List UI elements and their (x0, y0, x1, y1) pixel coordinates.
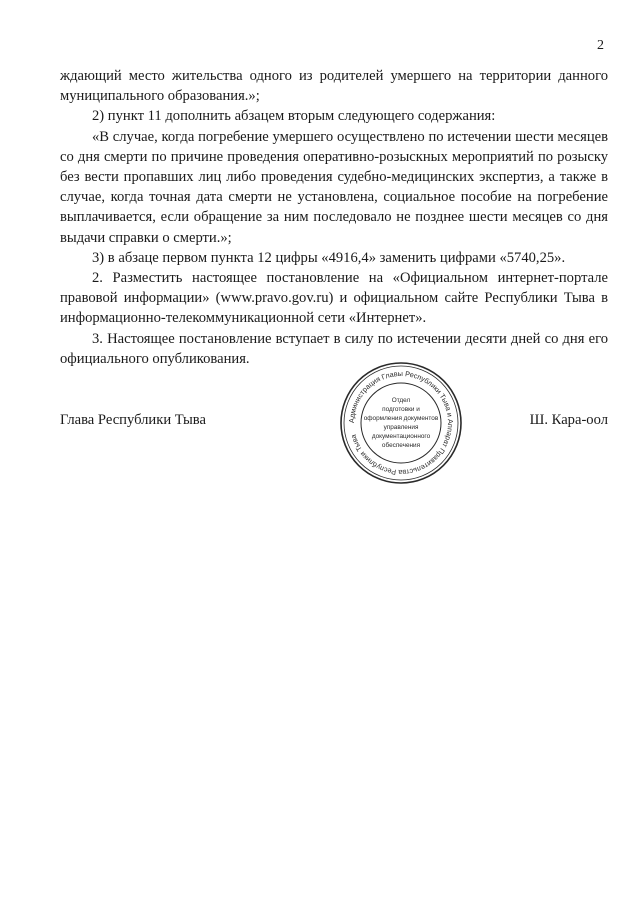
official-seal (338, 360, 464, 486)
paragraph-continuation: ждающий место жительства одного из родителей умершего на территории данного муниципального образования.»; (60, 68, 608, 105)
seal-line-3: оформления документов (363, 415, 439, 422)
seal-line-2: подготовки и (382, 406, 420, 413)
paragraph-clause-3: 3. Настоящее постановление вступает в силу по истечении десяти дней со дня его официального опубликования. (60, 330, 608, 367)
page-number: 2 (597, 38, 604, 53)
seal-line-5: документационного (371, 433, 431, 440)
paragraph-item-3: 3) в абзаце первом пункта 12 цифры «4916,4» заменить цифрами «5740,25». (92, 249, 566, 266)
seal-graphic (338, 360, 464, 486)
seal-line-4: управления (383, 424, 419, 431)
document-body (60, 66, 608, 369)
seal-ring-text: Администрация Главы Республики Тыва и Аппарат Правительства Республики Тыва (346, 368, 456, 478)
seal-line-6: обеспечения (381, 442, 421, 449)
signer-name: Ш. Кара-оол (529, 412, 608, 428)
signer-title: Глава Республики Тыва (60, 412, 206, 428)
paragraph-clause-2: 2. Разместить настоящее постановление на «Официальном интернет-портале правовой информации» (www.pravo.gov.ru) и официальном сайте Республики Тыва в информационно-телекоммуникационной сети «Интернет». (60, 270, 608, 327)
paragraph-quoted-text: «В случае, когда погребение умершего осуществлено по истечении шести месяцев со дня смерти по причине проведения оперативно-розыскных мероприятий по розыску без вести пропавших лиц либо проведения судебно-медицинских экспертиз, а также в случае, когда точная дата смерти не установлена, социальное пособие на погребение выплачивается, если обращение за ним последовало не позднее шести месяцев со дня выдачи справки о смерти.»; (60, 128, 608, 246)
seal-center-text (364, 397, 439, 449)
seal-outer-ring (341, 363, 461, 483)
paragraph-item-2: 2) пункт 11 дополнить абзацем вторым следующего содержания: (92, 108, 496, 125)
seal-inner-ring (361, 383, 441, 463)
seal-line-1: Отдел (391, 397, 411, 404)
